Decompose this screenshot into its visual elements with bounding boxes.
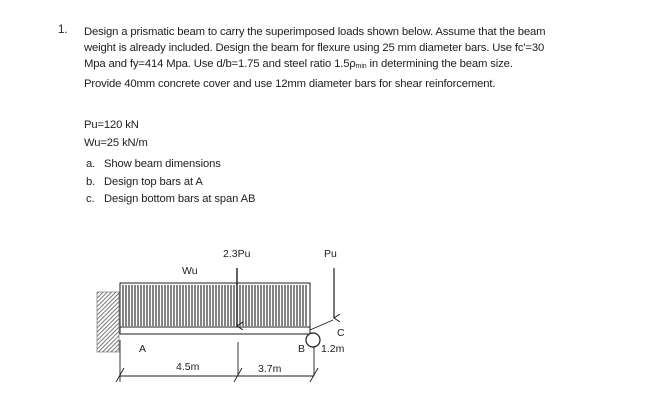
- distributed-load: [120, 283, 310, 327]
- label-a: A: [139, 343, 147, 355]
- subpart-b-text: Design top bars at A: [104, 175, 203, 188]
- rho-subscript: min: [355, 63, 367, 71]
- statement-line-4: Provide 40mm concrete cover and use 12mm diameter bars for shear reinforcement.: [84, 77, 496, 90]
- dimension-line: [116, 340, 318, 382]
- beam: [120, 327, 310, 334]
- dim-second-segment-label: 3.7m: [258, 363, 282, 375]
- statement-line-1: Design a prismatic beam to carry the superimposed loads shown below. Assume that the beam: [84, 26, 546, 38]
- problem-number: 1.: [58, 24, 68, 36]
- subpart-b-letter: b.: [86, 175, 96, 188]
- subpart-c-letter: c.: [86, 193, 95, 205]
- subpart-c-text: Design bottom bars at span AB: [104, 193, 256, 205]
- dim-overhang-label: 1.2m: [321, 343, 345, 355]
- label-2-3pu: 2.3Pu: [223, 248, 251, 260]
- subpart-a-letter: a.: [86, 158, 96, 170]
- dim-first-segment-label: 4.5m: [176, 361, 200, 373]
- label-c: C: [337, 327, 345, 339]
- given-wu: Wu=25 kN/m: [84, 137, 148, 149]
- label-pu: Pu: [324, 248, 337, 260]
- given-pu: Pu=120 kN: [84, 119, 139, 131]
- statement-line-2: weight is already included. Design the beam for flexure using 25 mm diameter bars. Use fc'=30: [84, 42, 545, 55]
- statement-line-3-main: Mpa and fy=414 Mpa. Use d/b=1.75 and steel ratio 1.5ρ: [84, 58, 356, 71]
- roller-support-b: [306, 333, 320, 347]
- label-wu: Wu: [182, 265, 198, 277]
- overhang-link: [310, 320, 333, 330]
- fixed-support-wall: [97, 292, 119, 352]
- label-b: B: [298, 343, 306, 355]
- statement-line-3-suffix: in determining the beam size.: [366, 58, 513, 71]
- subpart-a-text: Show beam dimensions: [104, 158, 221, 170]
